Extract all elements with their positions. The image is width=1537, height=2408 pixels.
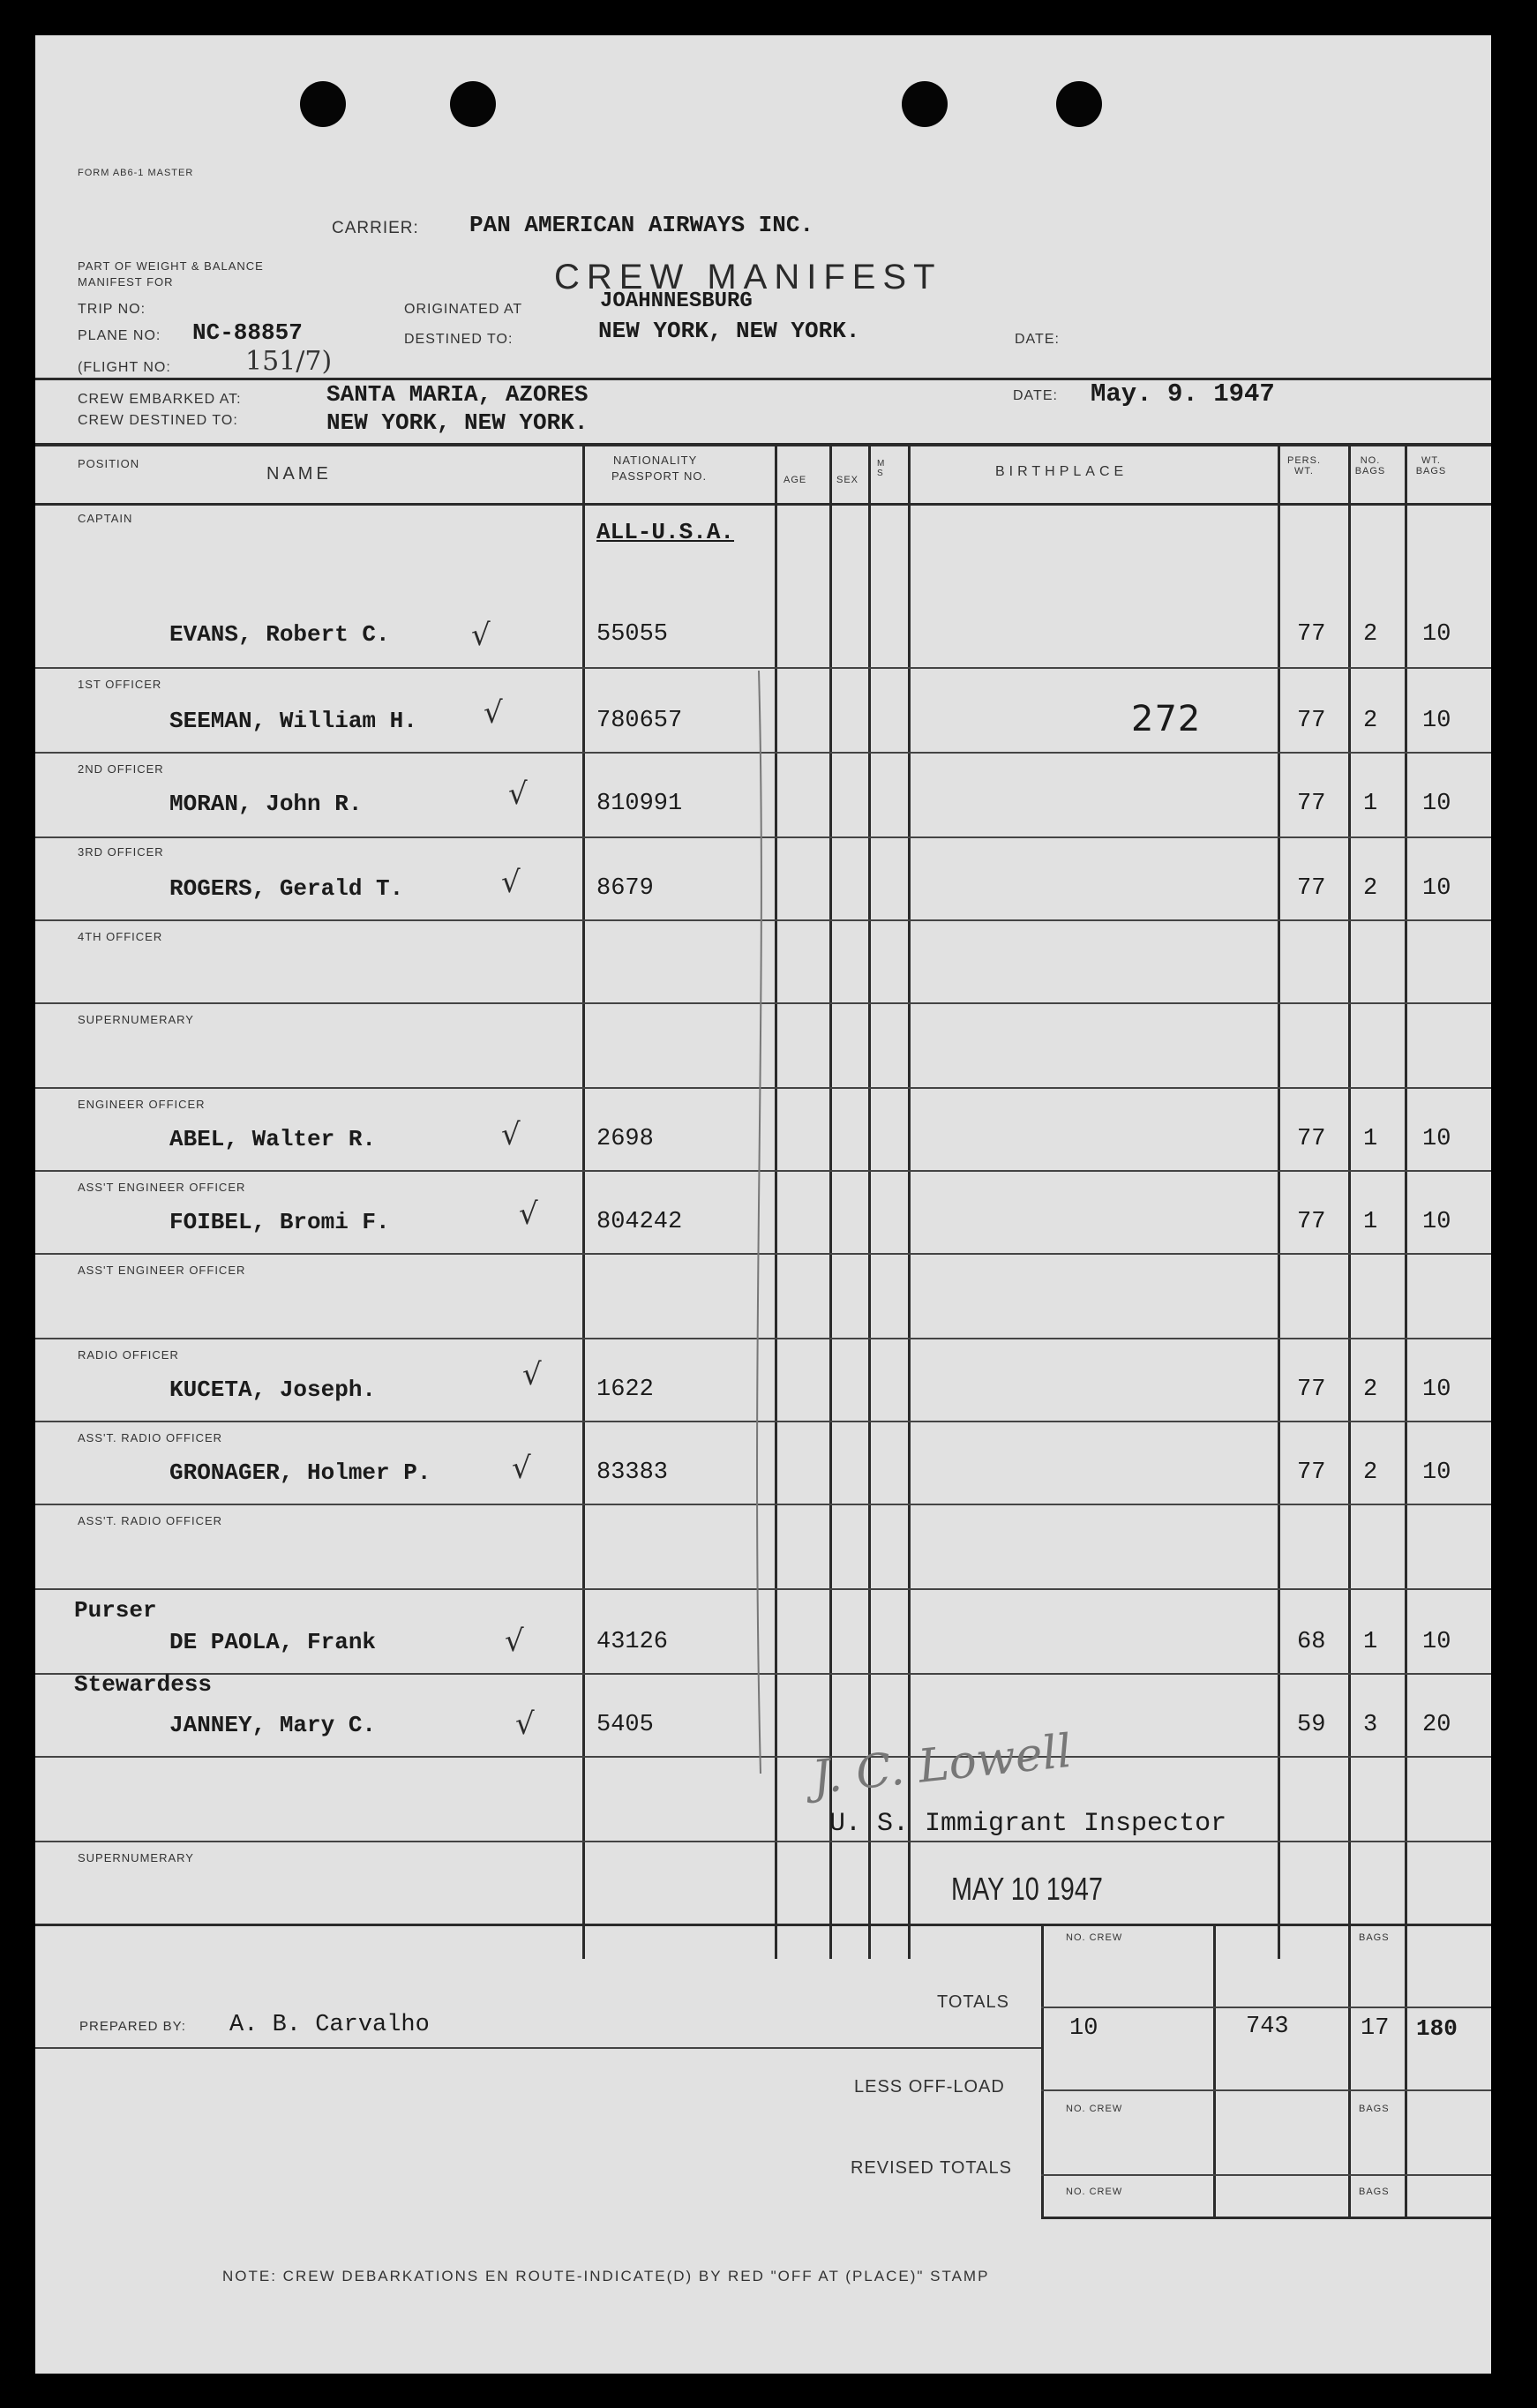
annotation-272: 272 <box>1131 699 1202 739</box>
row-pers-wt: 68 <box>1297 1629 1326 1655</box>
row-wt: 10 <box>1422 1126 1451 1152</box>
row-name: GRONAGER, Holmer P. <box>169 1459 431 1486</box>
date2-label: DATE: <box>1013 388 1058 403</box>
row-name: KUCETA, Joseph. <box>169 1377 377 1403</box>
total-crew: 10 <box>1069 2015 1098 2042</box>
row-bags: 2 <box>1363 708 1378 734</box>
row-position: SUPERNUMERARY <box>78 1013 194 1026</box>
row-name: DE PAOLA, Frank <box>169 1629 377 1655</box>
inspector-signature: J. C. Lowell <box>809 1724 1075 1805</box>
col-wt-bags: WT. BAGS <box>1415 455 1447 476</box>
plane-no-label: PLANE NO: <box>78 328 161 343</box>
row-position: CAPTAIN <box>78 512 133 525</box>
row-bags: 2 <box>1363 621 1378 648</box>
check-mark-icon: √ <box>512 1451 531 1486</box>
no-crew-label-offload: NO. CREW <box>1066 2104 1123 2114</box>
row-wt: 10 <box>1422 1459 1451 1486</box>
check-mark-icon: √ <box>501 865 521 900</box>
row-name: JANNEY, Mary C. <box>169 1712 377 1738</box>
row-bags: 1 <box>1363 1209 1378 1235</box>
row-bags: 2 <box>1363 1377 1378 1403</box>
check-mark-icon: √ <box>515 1707 535 1742</box>
row-wt: 10 <box>1422 1629 1451 1655</box>
trip-no-label: TRIP NO: <box>78 302 146 317</box>
total-bag-weight: 180 <box>1416 2015 1458 2042</box>
row-pers-wt: 77 <box>1297 708 1326 734</box>
row-pers-wt: 77 <box>1297 791 1326 817</box>
row-position: ASS'T. RADIO OFFICER <box>78 1431 223 1444</box>
col-nationality: NATIONALITY <box>613 454 698 467</box>
check-mark-icon: √ <box>505 1624 524 1659</box>
row-bags: 2 <box>1363 1459 1378 1486</box>
row-position: ASS'T. RADIO OFFICER <box>78 1514 223 1527</box>
col-name: NAME <box>266 464 332 484</box>
row-name: ABEL, Walter R. <box>169 1126 377 1152</box>
row-pers-wt: 77 <box>1297 875 1326 902</box>
col-sex: SEX <box>836 475 859 485</box>
punch-hole <box>300 81 346 127</box>
crew-embarked-value: SANTA MARIA, AZORES <box>326 381 589 408</box>
row-position: RADIO OFFICER <box>78 1348 179 1362</box>
row-bags: 2 <box>1363 875 1378 902</box>
row-passport: 43126 <box>596 1629 669 1655</box>
row-pers-wt: 59 <box>1297 1712 1326 1738</box>
row-wt: 10 <box>1422 875 1451 902</box>
bags-label: BAGS <box>1359 1932 1390 1943</box>
prepared-label: PREPARED BY: <box>79 2019 186 2034</box>
row-name: SEEMAN, William H. <box>169 708 417 734</box>
row-position: ASS'T ENGINEER OFFICER <box>78 1181 246 1194</box>
row-wt: 10 <box>1422 791 1451 817</box>
bags-label-offload: BAGS <box>1359 2104 1390 2114</box>
pencil-line <box>706 644 776 1791</box>
crew-embarked-label: CREW EMBARKED AT: <box>78 392 242 407</box>
row-position: 3RD OFFICER <box>78 845 164 859</box>
row-wt: 10 <box>1422 708 1451 734</box>
check-mark-icon: √ <box>522 1357 542 1392</box>
row-passport: 804242 <box>596 1209 683 1235</box>
row-bags: 1 <box>1363 791 1378 817</box>
destined-value: NEW YORK, NEW YORK. <box>598 318 860 344</box>
document-title: CREW MANIFEST <box>554 258 942 296</box>
row-name: MORAN, John R. <box>169 791 363 817</box>
row-pers-wt: 77 <box>1297 621 1326 648</box>
row-bags: 3 <box>1363 1712 1378 1738</box>
row-position: 2ND OFFICER <box>78 762 164 776</box>
date2-value: May. 9. 1947 <box>1091 379 1275 409</box>
carrier-label: CARRIER: <box>332 219 419 237</box>
no-crew-label-revised: NO. CREW <box>1066 2187 1123 2197</box>
less-offload-label: LESS OFF-LOAD <box>854 2077 1005 2097</box>
row-position: Stewardess <box>74 1671 213 1698</box>
date-label: DATE: <box>1015 332 1060 347</box>
row-wt: 10 <box>1422 621 1451 648</box>
no-crew-label: NO. CREW <box>1066 1932 1123 1943</box>
flight-no-value: 151/7) <box>245 346 333 377</box>
row-pers-wt: 77 <box>1297 1126 1326 1152</box>
row-name: FOIBEL, Bromi F. <box>169 1209 390 1235</box>
manifest-for-label: MANIFEST FOR <box>78 275 174 289</box>
row-bags: 1 <box>1363 1126 1378 1152</box>
crew-destined-value: NEW YORK, NEW YORK. <box>326 409 589 436</box>
col-pers-wt: PERS. WT. <box>1286 455 1321 476</box>
form-code: FORM AB6-1 MASTER <box>78 168 194 178</box>
punch-hole <box>902 81 948 127</box>
row-passport: 2698 <box>596 1126 654 1152</box>
part-of-label: PART OF WEIGHT & BALANCE <box>78 259 264 273</box>
row-passport: 1622 <box>596 1377 654 1403</box>
row-name: ROGERS, Gerald T. <box>169 875 404 902</box>
row-passport: 780657 <box>596 708 683 734</box>
punch-hole <box>450 81 496 127</box>
plane-no-value: NC-88857 <box>192 319 303 346</box>
row-position: 1ST OFFICER <box>78 678 162 691</box>
inspector-title: U. S. Immigrant Inspector <box>829 1809 1227 1839</box>
punch-hole <box>1056 81 1102 127</box>
total-weight: 743 <box>1246 2014 1289 2040</box>
row-position: SUPERNUMERARY <box>78 1851 194 1864</box>
check-mark-icon: √ <box>519 1196 538 1232</box>
note: NOTE: CREW DEBARKATIONS EN ROUTE-INDICATE(D) BY RED "OFF AT (PLACE)" STAMP <box>222 2268 990 2284</box>
row-position: ENGINEER OFFICER <box>78 1098 206 1111</box>
col-passport: PASSPORT NO. <box>611 469 708 483</box>
col-no-bags: NO. BAGS <box>1354 455 1386 476</box>
row-pers-wt: 77 <box>1297 1459 1326 1486</box>
originated-label: ORIGINATED AT <box>404 302 523 317</box>
row-passport: 8679 <box>596 875 654 902</box>
row-bags: 1 <box>1363 1629 1378 1655</box>
row-wt: 10 <box>1422 1209 1451 1235</box>
total-bags: 17 <box>1361 2015 1390 2042</box>
flight-no-label: (FLIGHT NO: <box>78 360 171 375</box>
col-ms: M S <box>877 459 886 478</box>
col-position: POSITION <box>78 457 140 470</box>
row-position: Purser <box>74 1597 157 1624</box>
row-wt: 20 <box>1422 1712 1451 1738</box>
crew-destined-label: CREW DESTINED TO: <box>78 413 238 428</box>
originated-value: JOAHNNESBURG <box>600 289 753 313</box>
row-name: EVANS, Robert C. <box>169 621 390 648</box>
row-passport: 5405 <box>596 1712 654 1738</box>
row-wt: 10 <box>1422 1377 1451 1403</box>
check-mark-icon: √ <box>471 618 491 653</box>
row-position: 4TH OFFICER <box>78 930 163 943</box>
row-pers-wt: 77 <box>1297 1209 1326 1235</box>
carrier-value: PAN AMERICAN AIRWAYS INC. <box>469 212 814 238</box>
date-stamp: MAY 10 1947 <box>951 1871 1103 1907</box>
check-mark-icon: √ <box>501 1117 521 1152</box>
check-mark-icon: √ <box>484 695 503 731</box>
row-passport: 55055 <box>596 621 669 648</box>
row-position: ASS'T ENGINEER OFFICER <box>78 1264 246 1277</box>
row-passport: 83383 <box>596 1459 669 1486</box>
row-passport: 810991 <box>596 791 683 817</box>
nationality-all: ALL-U.S.A. <box>596 519 735 545</box>
prepared-by: A. B. Carvalho <box>229 2012 430 2038</box>
col-age: AGE <box>783 475 807 485</box>
col-birthplace: BIRTHPLACE <box>995 464 1128 479</box>
totals-label: TOTALS <box>937 1992 1009 2012</box>
bags-label-revised: BAGS <box>1359 2187 1390 2197</box>
manifest-sheet <box>35 35 1491 2374</box>
check-mark-icon: √ <box>508 776 528 812</box>
revised-totals-label: REVISED TOTALS <box>851 2158 1012 2178</box>
destined-label: DESTINED TO: <box>404 332 514 347</box>
row-pers-wt: 77 <box>1297 1377 1326 1403</box>
